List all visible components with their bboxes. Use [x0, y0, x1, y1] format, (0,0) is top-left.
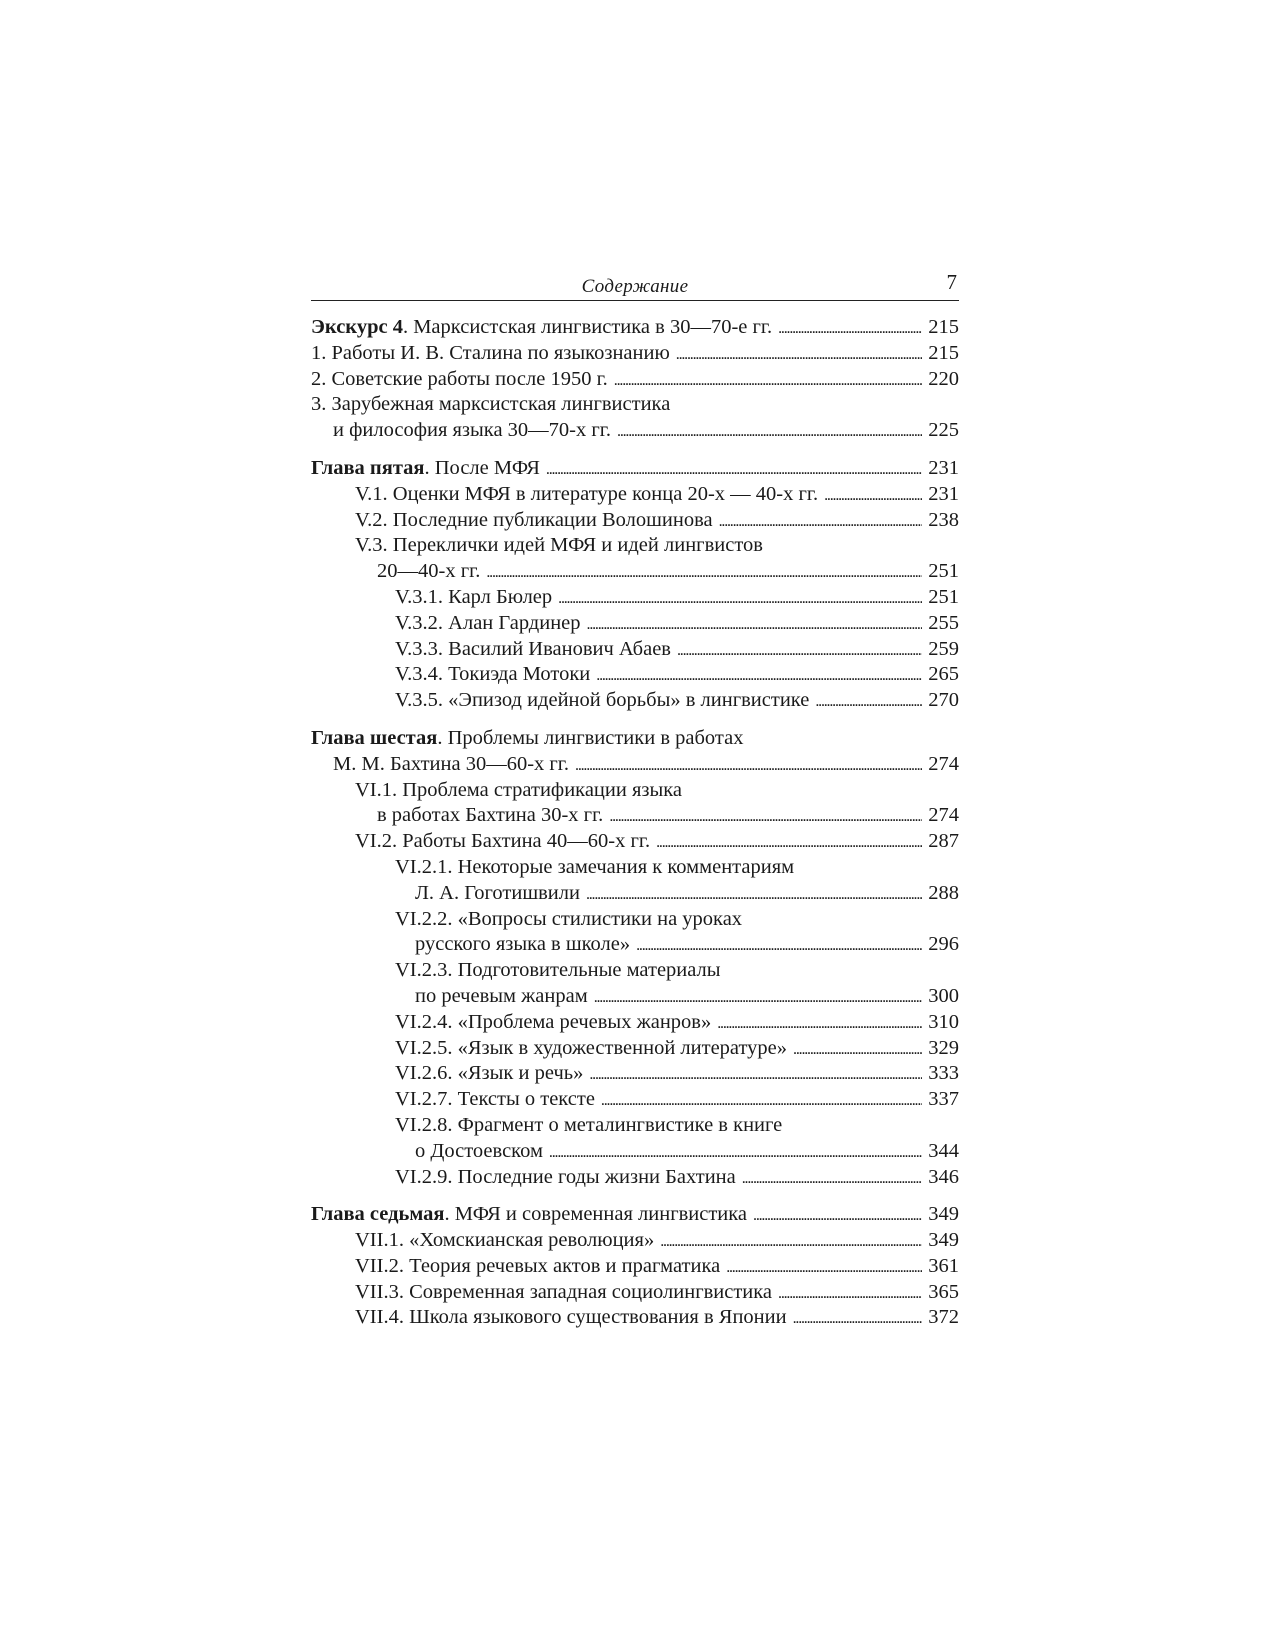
toc-entry-title	[355, 1228, 654, 1254]
toc-entry-title	[355, 1305, 787, 1331]
toc-entry-title	[395, 1036, 787, 1062]
chapter-label: Глава седьмая	[311, 1203, 445, 1226]
dot-leader	[575, 752, 922, 778]
toc-entry-title	[395, 1061, 583, 1087]
toc-entry[interactable]	[311, 752, 959, 778]
toc-entry-title	[377, 559, 480, 585]
dot-leader	[778, 315, 922, 341]
toc-page-number: 238	[928, 508, 959, 531]
dot-leader	[778, 1280, 922, 1306]
toc-page-number: 274	[928, 804, 959, 827]
toc-page-number: 288	[928, 881, 959, 904]
toc-section	[311, 726, 959, 1190]
toc-section	[311, 1202, 959, 1331]
toc-page-number: 300	[928, 984, 959, 1007]
toc-entry[interactable]	[311, 984, 959, 1010]
toc-entry-text: VI.2.4. «Проблема речевых жанров»	[395, 1010, 712, 1033]
toc-entry-title	[395, 1010, 711, 1036]
toc-entry[interactable]	[311, 482, 959, 508]
toc-entry[interactable]	[311, 778, 959, 804]
toc-page-number: 225	[928, 419, 959, 442]
toc-entry-text: V.3.2. Алан Гардинер	[395, 611, 581, 634]
toc-page-number: 270	[928, 689, 959, 712]
toc-entry[interactable]	[311, 829, 959, 855]
toc-entry-title	[395, 662, 590, 688]
dot-leader	[609, 803, 922, 829]
toc-page-number: 231	[928, 482, 959, 505]
toc-page-number: 372	[928, 1306, 959, 1329]
toc-entry-title	[395, 958, 721, 984]
toc-entry-title	[415, 1139, 543, 1165]
toc-entry-title	[395, 611, 581, 637]
toc-entry-text: о Достоевском	[415, 1139, 543, 1162]
toc-entry[interactable]	[311, 1061, 959, 1087]
dot-leader	[589, 1061, 922, 1087]
toc-entry[interactable]	[311, 418, 959, 444]
running-head	[311, 270, 959, 301]
toc-entry-title	[395, 585, 552, 611]
toc-entry-title	[355, 778, 682, 804]
toc-entry[interactable]	[311, 456, 959, 482]
dot-leader	[726, 1254, 922, 1280]
toc-entry-text: V.3.3. Василий Иванович Абаев	[395, 637, 671, 660]
toc-page-number: 296	[928, 933, 959, 956]
toc-entry[interactable]	[311, 637, 959, 663]
dot-leader	[586, 881, 922, 907]
toc-entry[interactable]	[311, 726, 959, 752]
toc-page-number: 255	[928, 611, 959, 634]
dot-leader	[676, 341, 922, 367]
toc-entry-text: . Проблемы лингвистики в работах	[437, 726, 744, 749]
toc-entry[interactable]	[311, 1280, 959, 1306]
toc-entry[interactable]	[311, 367, 959, 393]
toc-entry-title	[395, 907, 742, 933]
toc-entry-text: в работах Бахтина 30-х гг.	[377, 804, 604, 827]
dot-leader	[617, 418, 922, 444]
toc-entry[interactable]	[311, 1139, 959, 1165]
page-number: 7	[946, 270, 957, 294]
toc-entry-text: VI.2.9. Последние годы жизни Бахтина	[395, 1165, 736, 1188]
toc-entry-title	[395, 688, 809, 714]
toc-entry-title	[311, 315, 772, 341]
toc-entry[interactable]	[311, 1228, 959, 1254]
toc-page-number: 287	[928, 830, 959, 853]
dot-leader	[587, 611, 923, 637]
toc-entry-text: 3. Зарубежная марксистская лингвистика	[311, 393, 671, 416]
dot-leader	[742, 1165, 923, 1191]
toc-entry[interactable]	[311, 1010, 959, 1036]
chapter-label: Глава пятая	[311, 456, 425, 479]
toc-page-number: 349	[928, 1229, 959, 1252]
toc-page-number: 231	[928, 456, 959, 479]
toc-entry[interactable]	[311, 533, 959, 559]
toc-entry-text: по речевым жанрам	[415, 984, 588, 1007]
toc-page-number: 251	[928, 560, 959, 583]
toc-page-number: 329	[928, 1036, 959, 1059]
toc-entry-text: VII.4. Школа языкового существования в Японии	[355, 1306, 787, 1329]
dot-leader	[753, 1202, 922, 1228]
dot-leader	[656, 829, 922, 855]
toc-entry-text: V.3.4. Токиэда Мотоки	[395, 663, 591, 686]
toc-page-number: 349	[928, 1203, 959, 1226]
toc-entry[interactable]	[311, 1165, 959, 1191]
toc-entry[interactable]	[311, 907, 959, 933]
toc-entry[interactable]	[311, 1254, 959, 1280]
toc-entry[interactable]	[311, 803, 959, 829]
toc-entry-text: VI.1. Проблема стратификации языка	[355, 778, 683, 801]
toc-page-number: 310	[928, 1010, 959, 1033]
toc-entry-text: VI.2.3. Подготовительные материалы	[395, 959, 721, 982]
toc-entry[interactable]	[311, 341, 959, 367]
toc-entry-text: VI.2.8. Фрагмент о металингвистике в книге	[395, 1113, 783, 1136]
toc-entry-text: VI.2.6. «Язык и речь»	[395, 1062, 584, 1085]
toc-entry[interactable]	[311, 1087, 959, 1113]
toc-page-number: 215	[928, 341, 959, 364]
toc-entry-title	[311, 456, 540, 482]
toc-entry-text: V.3.1. Карл Бюлер	[395, 585, 553, 608]
dot-leader	[614, 367, 922, 393]
toc-entry[interactable]	[311, 1036, 959, 1062]
toc-entry-text: V.3. Переклички идей МФЯ и идей лингвистов	[355, 534, 763, 557]
toc-entry-title	[395, 1087, 595, 1113]
toc-entry-text: VI.2.5. «Язык в художественной литературе»	[395, 1036, 788, 1059]
table-of-contents	[311, 315, 959, 1331]
toc-page-number: 259	[928, 637, 959, 660]
toc-entry-title	[415, 932, 630, 958]
toc-entry-title	[355, 829, 650, 855]
toc-page-number: 365	[928, 1280, 959, 1303]
dot-leader	[546, 456, 922, 482]
toc-page-number: 265	[928, 663, 959, 686]
toc-entry-title	[415, 881, 580, 907]
toc-entry[interactable]	[311, 932, 959, 958]
toc-section	[311, 315, 959, 444]
toc-entry[interactable]	[311, 392, 959, 418]
toc-entry[interactable]	[311, 688, 959, 714]
toc-page-number: 333	[928, 1062, 959, 1085]
toc-entry-text: V.3.5. «Эпизод идейной борьбы» в лингвистике	[395, 689, 810, 712]
toc-entry-title	[311, 392, 670, 418]
toc-entry[interactable]	[311, 611, 959, 637]
toc-entry-title	[395, 855, 794, 881]
toc-entry-title	[311, 1202, 747, 1228]
toc-entry[interactable]	[311, 315, 959, 341]
toc-entry[interactable]	[311, 508, 959, 534]
toc-page-number: 215	[928, 316, 959, 338]
toc-entry[interactable]	[311, 855, 959, 881]
toc-entry-text: 2. Советские работы после 1950 г.	[311, 367, 608, 390]
toc-page-number: 274	[928, 752, 959, 775]
chapter-label: Глава шестая	[311, 726, 438, 749]
chapter-label: Экскурс 4	[311, 316, 403, 338]
toc-entry-text: 1. Работы И. В. Сталина по языкознанию	[311, 341, 670, 364]
dot-leader	[824, 482, 922, 508]
toc-entry-text: VII.2. Теория речевых актов и прагматика	[355, 1254, 721, 1277]
toc-entry-text: VI.2.7. Тексты о тексте	[395, 1088, 595, 1111]
dot-leader	[717, 1010, 922, 1036]
toc-page-number: 346	[928, 1165, 959, 1188]
toc-entry[interactable]	[311, 585, 959, 611]
toc-page-number: 361	[928, 1254, 959, 1277]
toc-entry[interactable]	[311, 662, 959, 688]
toc-entry-title	[395, 1165, 736, 1191]
toc-entry-title	[355, 1280, 772, 1306]
running-head-title: Содержание	[581, 276, 689, 297]
toc-entry-title	[415, 984, 588, 1010]
toc-entry-text: VI.2.2. «Вопросы стилистики на уроках	[395, 907, 743, 930]
toc-entry-text: VII.3. Современная западная социолингвистика	[355, 1280, 773, 1303]
toc-entry-text: и философия языка 30—70-х гг.	[333, 419, 612, 442]
dot-leader	[601, 1087, 922, 1113]
dot-leader	[549, 1139, 922, 1165]
toc-entry-text: . Марксистская лингвистика в 30—70-е гг.	[402, 316, 773, 338]
dot-leader	[596, 662, 922, 688]
toc-entry-title	[311, 367, 608, 393]
toc-entry-text: 20—40-х гг.	[377, 560, 481, 583]
dot-leader	[793, 1305, 923, 1331]
toc-entry-title	[355, 508, 713, 534]
dot-leader	[793, 1036, 922, 1062]
toc-entry-text: VI.2.1. Некоторые замечания к комментариям	[395, 855, 795, 878]
toc-entry-text: VII.1. «Хомскианская революция»	[355, 1229, 655, 1252]
dot-leader	[815, 688, 922, 714]
toc-entry-title	[395, 1113, 782, 1139]
toc-entry[interactable]	[311, 958, 959, 984]
toc-entry-title	[355, 533, 763, 559]
toc-entry-text: М. М. Бахтина 30—60-х гг.	[333, 752, 570, 775]
dot-leader	[558, 585, 922, 611]
toc-entry[interactable]	[311, 559, 959, 585]
toc-entry-title	[311, 341, 670, 367]
toc-page-number: 251	[928, 585, 959, 608]
toc-section	[311, 456, 959, 714]
dot-leader	[719, 508, 923, 534]
toc-entry[interactable]	[311, 1305, 959, 1331]
toc-entry[interactable]	[311, 881, 959, 907]
toc-entry[interactable]	[311, 1113, 959, 1139]
dot-leader	[636, 932, 922, 958]
toc-entry-title	[311, 726, 743, 752]
dot-leader	[660, 1228, 922, 1254]
toc-page-number: 344	[928, 1139, 959, 1162]
toc-entry-title	[333, 418, 611, 444]
dot-leader	[677, 637, 922, 663]
toc-page	[311, 270, 959, 1343]
toc-entry-title	[333, 752, 569, 778]
toc-page-number: 220	[928, 367, 959, 390]
toc-entry-text: Л. А. Гоготишвили	[415, 881, 580, 904]
toc-entry-text: . После МФЯ	[424, 456, 540, 479]
toc-page-number: 337	[928, 1088, 959, 1111]
toc-entry-text: V.1. Оценки МФЯ в литературе конца 20-х — 40-х гг.	[355, 482, 819, 505]
toc-entry-text: VI.2. Работы Бахтина 40—60-х гг.	[355, 830, 651, 853]
dot-leader	[594, 984, 923, 1010]
toc-entry-title	[377, 803, 603, 829]
toc-entry-text: . МФЯ и современная лингвистика	[444, 1203, 748, 1226]
toc-entry-text: V.2. Последние публикации Волошинова	[355, 508, 713, 531]
toc-entry-title	[355, 1254, 720, 1280]
dot-leader	[486, 559, 922, 585]
toc-entry-text: русского языка в школе»	[415, 933, 631, 956]
toc-entry-title	[355, 482, 818, 508]
toc-entry-title	[395, 637, 671, 663]
toc-entry[interactable]	[311, 1202, 959, 1228]
